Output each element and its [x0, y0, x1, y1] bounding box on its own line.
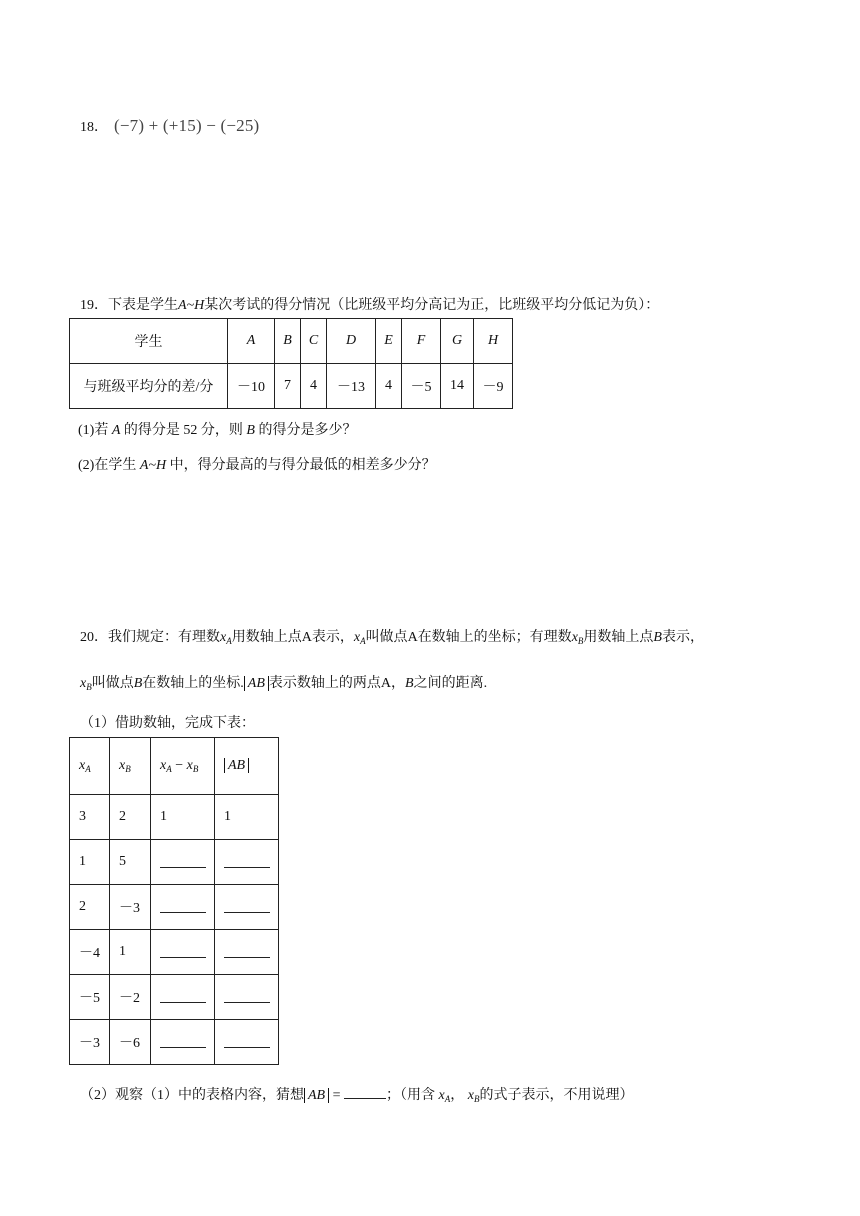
- question-text: ；（用含: [386, 1088, 436, 1103]
- header-xa: [70, 738, 110, 795]
- point-label: A: [301, 630, 312, 645]
- point-label: A: [380, 676, 392, 691]
- table-row: [70, 364, 513, 409]
- table-cell: 2: [70, 885, 110, 930]
- stem-text: 叫做点: [365, 630, 408, 645]
- question-text: (1)若: [78, 423, 109, 438]
- table-cell: H: [474, 319, 513, 364]
- stem-text: 用数轴上点: [231, 630, 302, 645]
- table-cell: 3: [70, 795, 110, 840]
- math-subscript: B: [86, 682, 92, 692]
- answer-cell[interactable]: [215, 1020, 279, 1065]
- math-var: x: [220, 630, 227, 645]
- math-subscript: A: [85, 764, 91, 774]
- answer-blank[interactable]: [224, 945, 270, 958]
- table-row: [70, 930, 279, 975]
- point-label: A: [407, 630, 418, 645]
- problem-20-line-1: [80, 626, 704, 646]
- question-text: （2）观察（1）中的表格内容，猜想: [80, 1088, 304, 1103]
- answer-blank[interactable]: [224, 855, 270, 868]
- table-header-row: [70, 738, 279, 795]
- math-var: x: [160, 758, 167, 773]
- answer-blank[interactable]: [160, 990, 206, 1003]
- stem-text: ，: [391, 676, 406, 691]
- answer-cell[interactable]: [151, 1020, 215, 1065]
- answer-cell[interactable]: [151, 930, 215, 975]
- stem-text: 用数轴上点: [583, 630, 654, 645]
- table-cell: －10: [228, 364, 275, 409]
- point-label: B: [133, 676, 143, 691]
- answer-blank[interactable]: [224, 1035, 270, 1048]
- table-cell: －3: [110, 885, 151, 930]
- math-var: x: [79, 758, 86, 773]
- table-cell: 4: [376, 364, 402, 409]
- math-subscript: A: [360, 636, 366, 646]
- answer-blank[interactable]: [224, 900, 270, 913]
- table-cell: 1: [151, 795, 215, 840]
- table-cell: 1: [70, 840, 110, 885]
- table-cell: 1: [215, 795, 279, 840]
- problem-number: 18．: [80, 120, 108, 135]
- math-var: x: [438, 1088, 445, 1103]
- table-cell: A: [228, 319, 275, 364]
- problem-18: [80, 116, 259, 136]
- score-table: [69, 318, 513, 409]
- answer-blank[interactable]: [224, 990, 270, 1003]
- question-text: (2)在学生: [78, 458, 137, 473]
- answer-cell[interactable]: [151, 975, 215, 1020]
- question-2: [78, 454, 436, 474]
- answer-cell[interactable]: [215, 840, 279, 885]
- question-text: 的得分是多少？: [258, 423, 357, 438]
- table-cell: E: [376, 319, 402, 364]
- table-row: [70, 840, 279, 885]
- table-cell: 1: [110, 930, 151, 975]
- stem-text: 表示，: [311, 630, 354, 645]
- stem-text: 19．下表是学生: [80, 298, 178, 313]
- question-text: ，: [450, 1088, 465, 1103]
- stem-text: 某次考试的得分情况（比班级平均分高记为正，比班级平均分低记为负）：: [204, 298, 660, 313]
- coordinate-table: [69, 737, 279, 1065]
- table-row: [70, 885, 279, 930]
- math-subscript: B: [125, 764, 131, 774]
- point-label: B: [653, 630, 662, 645]
- sub-question-1: （1）借助数轴，完成下表：: [80, 716, 255, 731]
- table-row: [70, 795, 279, 840]
- table-cell: －2: [110, 975, 151, 1020]
- table-cell: 5: [110, 840, 151, 885]
- point-label: B: [405, 676, 414, 691]
- row-header: 与班级平均分的差/分: [70, 364, 228, 409]
- table-cell: C: [301, 319, 327, 364]
- math-var: x: [119, 758, 126, 773]
- table-row: [70, 975, 279, 1020]
- minus-sign: −: [175, 758, 184, 773]
- abs-expression: AB: [224, 758, 249, 773]
- math-var: x: [571, 630, 578, 645]
- header-xb: [110, 738, 151, 795]
- table-cell: G: [441, 319, 474, 364]
- math-subscript: A: [444, 1094, 451, 1104]
- math-subscript: B: [577, 636, 584, 646]
- table-cell: B: [275, 319, 301, 364]
- math-subscript: A: [226, 636, 232, 646]
- table-cell: －13: [327, 364, 376, 409]
- answer-cell[interactable]: [151, 840, 215, 885]
- problem-20-line-2: [80, 672, 487, 692]
- answer-cell[interactable]: [215, 975, 279, 1020]
- question-text: 中，得分最高的与得分最低的相差多少分？: [169, 458, 436, 473]
- table-cell: 7: [275, 364, 301, 409]
- abs-expression: AB: [244, 676, 269, 691]
- table-cell: －3: [70, 1020, 110, 1065]
- table-row: [70, 1020, 279, 1065]
- abs-expression: AB: [304, 1088, 329, 1103]
- stem-text: 叫做点: [91, 676, 134, 691]
- table-cell: 4: [301, 364, 327, 409]
- table-cell: －9: [474, 364, 513, 409]
- answer-blank[interactable]: [160, 855, 206, 868]
- table-cell: 14: [441, 364, 474, 409]
- math-var: x: [467, 1088, 474, 1103]
- question-text: 的式子表示，不用说理）: [479, 1088, 634, 1103]
- stem-range: A~H: [178, 298, 205, 313]
- answer-blank[interactable]: [160, 1035, 206, 1048]
- stem-text: 20．我们规定：有理数: [80, 630, 220, 645]
- stem-text: 之间的距离.: [413, 676, 488, 691]
- table-cell: －6: [110, 1020, 151, 1065]
- row-header: 学生: [70, 319, 228, 364]
- math-subscript: B: [473, 1094, 480, 1104]
- math-var: B: [246, 423, 255, 438]
- table-cell: D: [327, 319, 376, 364]
- stem-text: 表示，: [661, 630, 704, 645]
- header-abs: [215, 738, 279, 795]
- problem-19-stem: [80, 294, 659, 314]
- sub-question-2: [80, 1084, 633, 1104]
- answer-blank[interactable]: [160, 900, 206, 913]
- math-subscript: A: [166, 764, 172, 774]
- math-var: x: [80, 676, 87, 691]
- question-1: [78, 419, 356, 439]
- math-var: x: [186, 758, 193, 773]
- table-cell: －4: [70, 930, 110, 975]
- table-cell: F: [402, 319, 441, 364]
- math-var: A: [111, 423, 121, 438]
- math-subscript: B: [192, 764, 199, 774]
- answer-cell[interactable]: [151, 885, 215, 930]
- table-cell: －5: [70, 975, 110, 1020]
- stem-text: 表示数轴上的两点: [268, 676, 381, 691]
- math-var: A~H: [139, 458, 167, 473]
- math-expression: (−7) + (+15) − (−25): [114, 116, 260, 135]
- table-row: [70, 319, 513, 364]
- question-text: 的得分是 52 分，则: [123, 423, 243, 438]
- math-var: x: [353, 630, 361, 645]
- equals-sign: =: [332, 1088, 341, 1103]
- answer-cell[interactable]: [215, 885, 279, 930]
- answer-blank[interactable]: [344, 1086, 386, 1099]
- answer-blank[interactable]: [160, 945, 206, 958]
- header-diff: [151, 738, 215, 795]
- answer-cell[interactable]: [215, 930, 279, 975]
- stem-text: 在数轴上的坐标.: [142, 676, 244, 691]
- table-cell: －5: [402, 364, 441, 409]
- stem-text: 在数轴上的坐标；有理数: [417, 630, 572, 645]
- table-cell: 2: [110, 795, 151, 840]
